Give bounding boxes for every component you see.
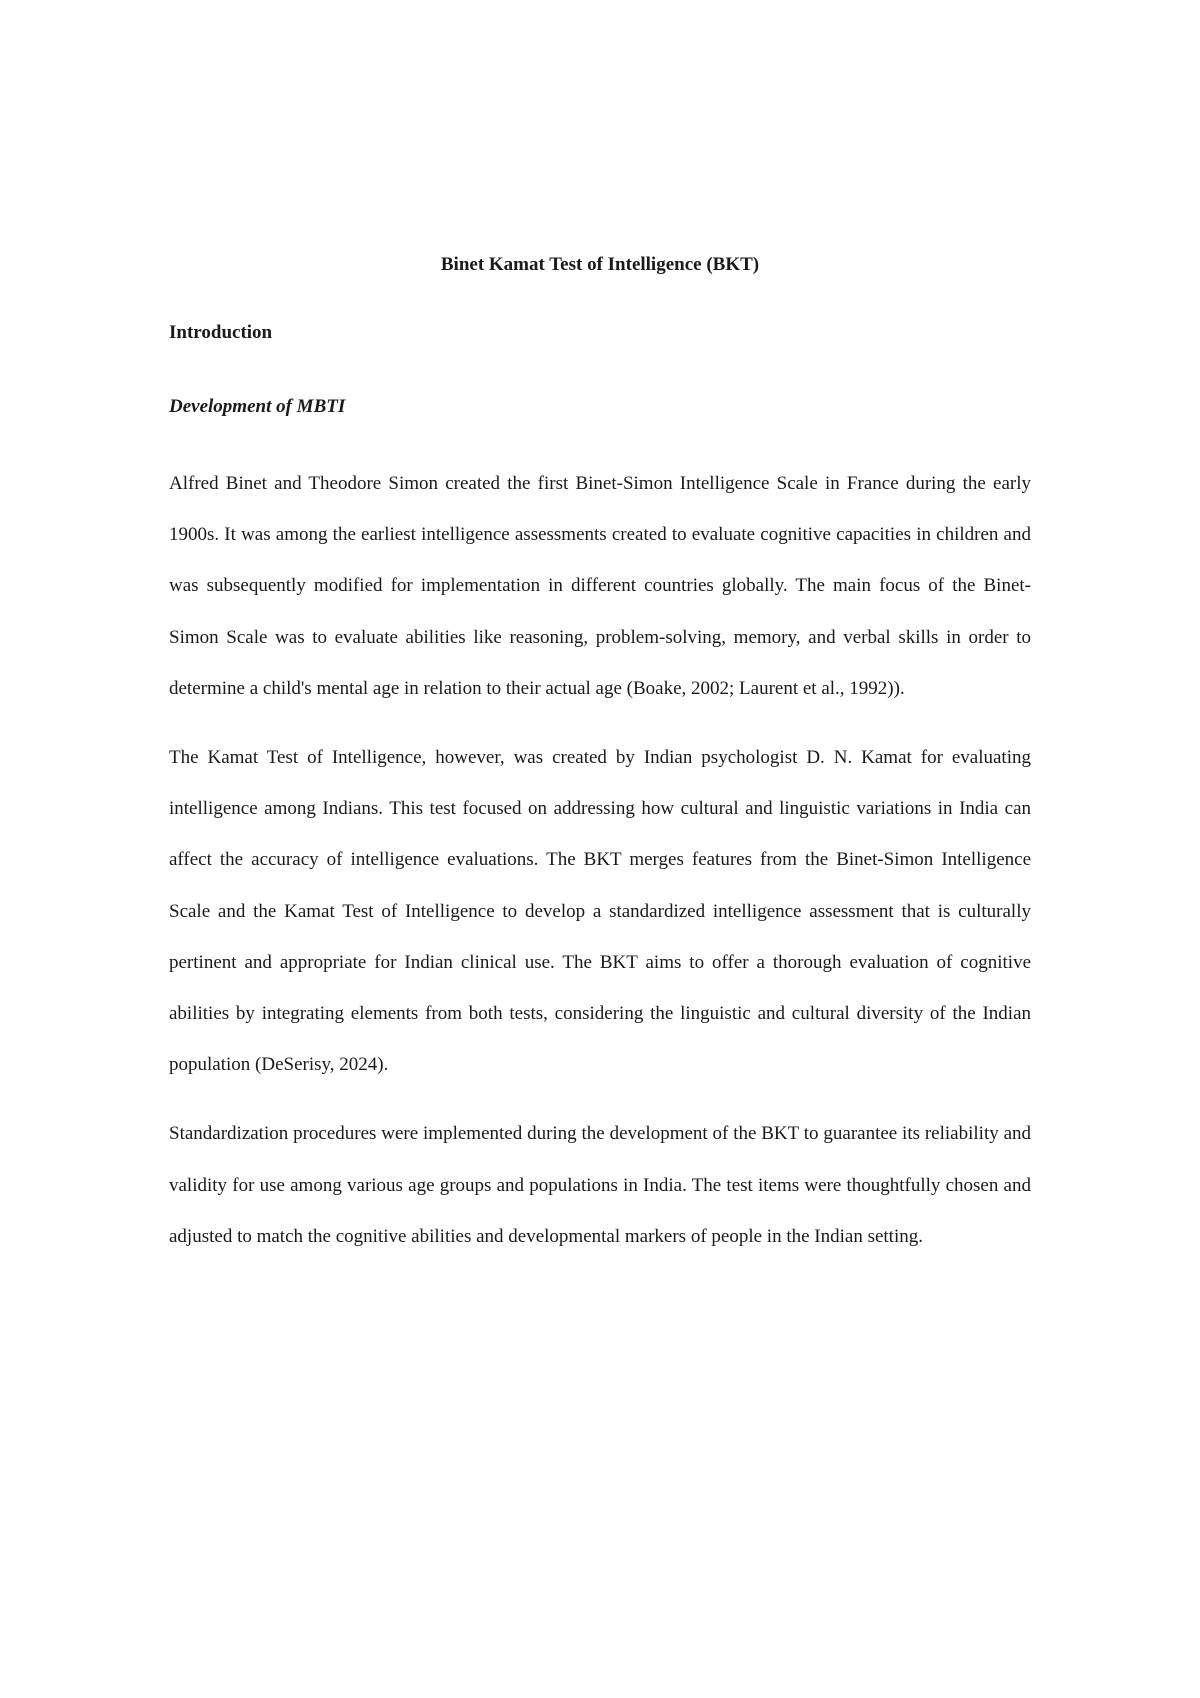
section-heading-introduction: Introduction — [169, 322, 273, 343]
paragraph-kamat-test: The Kamat Test of Intelligence, however, was created by Indian psychologist D. N. Kamat for evaluating intelligence among Indians. This test focused on addressing how cultural and linguistic variations in India can affect the accuracy of intelligence evaluations. The BKT merges features from the Binet-Simon Intelligence Scale and the Kamat Test of Intelligence to develop a standardized intelligence assessment that is culturally pertinent and appropriate for Indian clinical use. The BKT aims to offer a thorough evaluation of cognitive abilities by integrating elements from both tests, considering the linguistic and cultural diversity of the Indian population (DeSerisy, 2024). — [169, 747, 1031, 1076]
paragraph-binet-simon: Alfred Binet and Theodore Simon created the first Binet-Simon Intelligence Scale in France during the early 1900s. It was among the earliest intelligence assessments created to evaluate cognitive capacities in children and was subsequently modified for implementation in different countries globally. The main focus of the Binet-Simon Scale was to evaluate abilities like reasoning, problem-solving, memory, and verbal skills in order to determine a child's mental age in relation to their actual age (Boake, 2002; Laurent et al., 1992)). — [169, 473, 1031, 699]
subsection-heading-development: Development of MBTI — [169, 396, 346, 417]
paragraph-standardization: Standardization procedures were implemented during the development of the BKT to guarantee its reliability and validity for use among various age groups and populations in India. The test items were thoughtfully chosen and adjusted to match the cognitive abilities and developmental markers of people in the Indian setting. — [169, 1123, 1031, 1247]
document-body — [169, 252, 1031, 1280]
document-title: Binet Kamat Test of Intelligence (BKT) — [440, 254, 760, 275]
